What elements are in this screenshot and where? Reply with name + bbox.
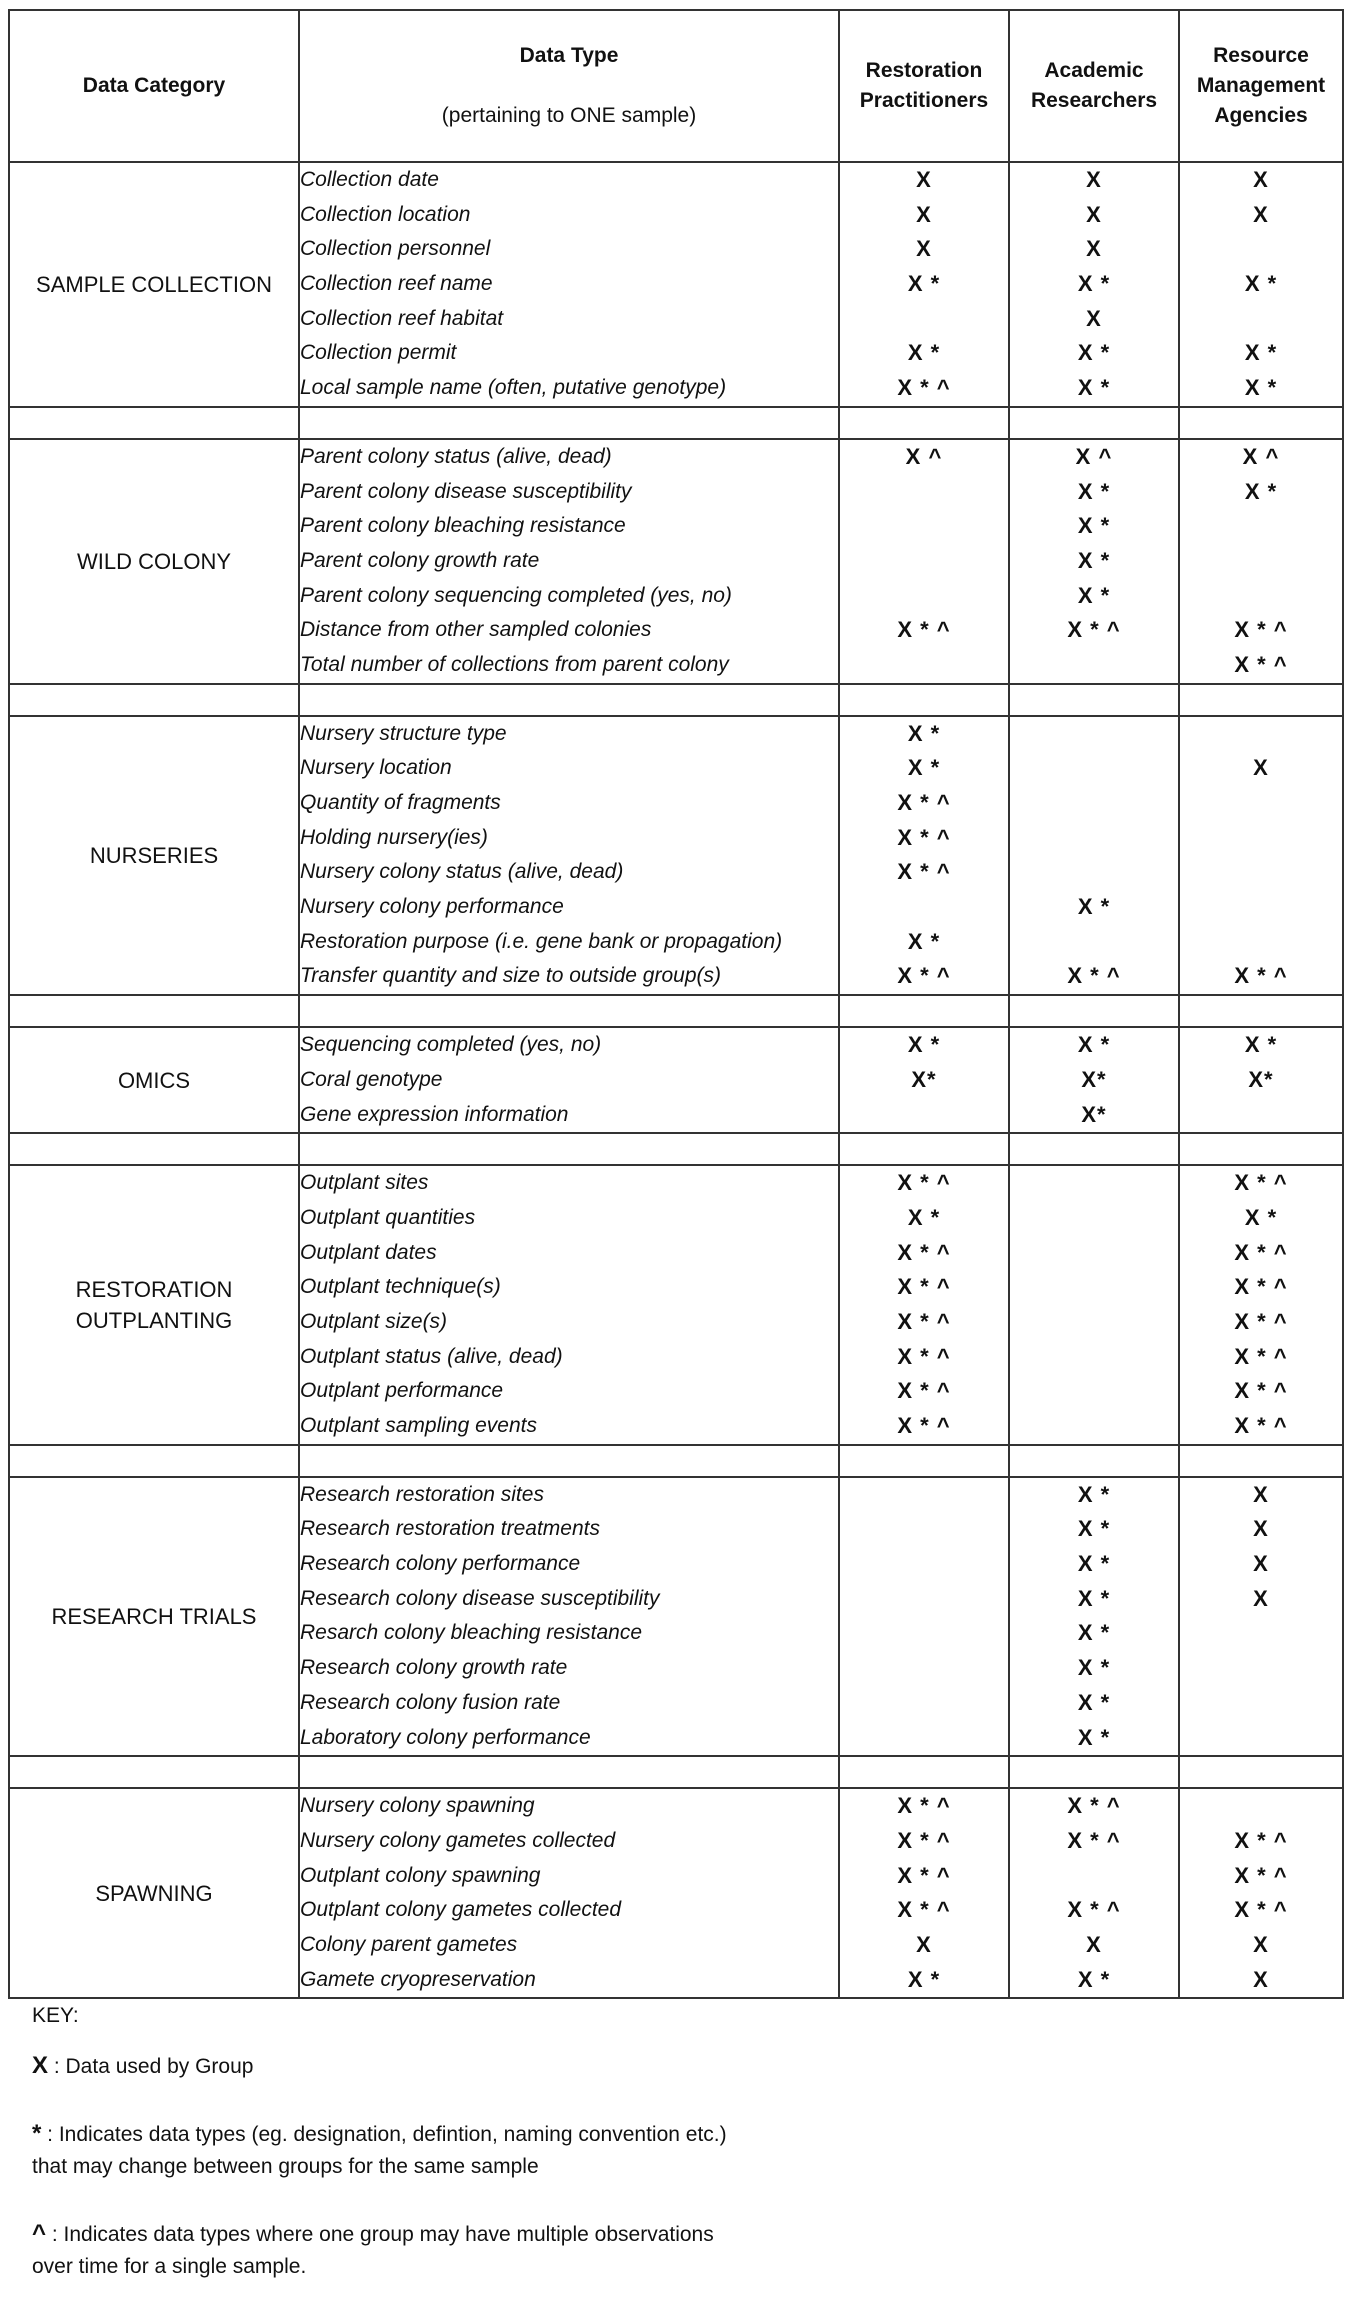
- usage-mark: X *: [907, 271, 941, 297]
- data-type-label: Outplant sites: [300, 1171, 429, 1195]
- spacer-cell: [1009, 1133, 1179, 1165]
- data-type-label: Outplant performance: [300, 1379, 504, 1403]
- data-type-label: Quantity of fragments: [300, 791, 501, 814]
- section-category: RESEARCH TRIALS: [9, 1477, 299, 1757]
- usage-mark: X: [1086, 201, 1102, 227]
- usage-mark: X *: [907, 928, 941, 954]
- usage-mark: X *: [1077, 1620, 1111, 1646]
- data-type-label: Research restoration treatments: [300, 1517, 600, 1541]
- usage-mark: X * ^: [1234, 1239, 1288, 1265]
- usage-mark: [1010, 1305, 1178, 1340]
- usage-mark: X * ^: [1234, 1343, 1288, 1369]
- key-symbol-caret: ^: [32, 2220, 47, 2247]
- usage-mark: [1010, 1201, 1178, 1236]
- usage-mark: [840, 1721, 1008, 1756]
- usage-mark: X: [1253, 755, 1269, 781]
- key-symbol-asterisk: *: [32, 2120, 42, 2147]
- data-type-label: Parent colony status (alive, dead): [300, 444, 612, 468]
- usage-mark: [1010, 1270, 1178, 1305]
- usage-mark: [1180, 1789, 1342, 1824]
- data-type-label: Parent colony growth rate: [300, 548, 540, 572]
- usage-mark: [840, 1582, 1008, 1617]
- usage-mark: X * ^: [1067, 617, 1121, 643]
- usage-mark: X * ^: [897, 824, 951, 850]
- usage-mark: X * ^: [1234, 1308, 1288, 1334]
- section-row: [9, 1027, 1343, 1133]
- data-type-label: Nursery location: [300, 756, 452, 780]
- data-sharing-table: [8, 9, 1344, 1999]
- spacer-cell: [1009, 1756, 1179, 1788]
- usage-mark: [840, 890, 1008, 925]
- usage-mark: X * ^: [897, 1239, 951, 1265]
- section-marks-resource-management-agencies: [1179, 439, 1343, 684]
- usage-mark: X * ^: [1234, 1274, 1288, 1300]
- spacer-cell: [839, 684, 1009, 716]
- data-type-label: Sequencing completed (yes, no): [300, 1033, 602, 1057]
- usage-mark: X * ^: [897, 617, 951, 643]
- data-type-label: Parent colony bleaching resistance: [300, 514, 626, 538]
- header-data-type: [299, 10, 839, 162]
- usage-mark: [840, 648, 1008, 683]
- usage-mark: X: [916, 167, 932, 192]
- data-type-label: Outplant colony spawning: [300, 1863, 541, 1887]
- spacer-cell: [1179, 1133, 1343, 1165]
- usage-mark: X *: [1077, 1689, 1111, 1715]
- usage-mark: X *: [907, 1032, 941, 1058]
- data-type-label: Research colony performance: [300, 1552, 581, 1576]
- spacer-cell: [299, 995, 839, 1027]
- spacer-cell: [1009, 1445, 1179, 1477]
- spacer-cell: [299, 1445, 839, 1477]
- section-spacer-row: [9, 1133, 1343, 1165]
- section-spacer-row: [9, 1756, 1343, 1788]
- usage-mark: [1010, 648, 1178, 683]
- usage-mark: X *: [907, 1204, 941, 1230]
- spacer-cell: [299, 1133, 839, 1165]
- usage-mark: [1180, 925, 1342, 960]
- usage-mark: X * ^: [1234, 1862, 1288, 1888]
- usage-mark: X: [1253, 1966, 1269, 1992]
- usage-mark: X * ^: [1234, 651, 1288, 677]
- usage-mark: X: [916, 236, 932, 262]
- usage-mark: X*: [1248, 1066, 1274, 1092]
- usage-mark: X * ^: [1067, 1793, 1121, 1819]
- data-type-label: Nursery colony spawning: [300, 1794, 535, 1818]
- usage-mark: X * ^: [897, 1897, 951, 1923]
- section-marks-academic-researchers: [1009, 162, 1179, 407]
- data-type-label: Outplant size(s): [300, 1309, 448, 1333]
- spacer-cell: [839, 1756, 1009, 1788]
- data-type-label: Research restoration sites: [300, 1482, 544, 1506]
- usage-mark: [840, 509, 1008, 544]
- section-row: [9, 439, 1343, 684]
- usage-mark: X *: [1077, 271, 1111, 297]
- usage-mark: X *: [1077, 375, 1111, 401]
- usage-mark: X: [1253, 1585, 1269, 1611]
- header-row: [9, 10, 1343, 162]
- section-marks-academic-researchers: [1009, 1027, 1179, 1133]
- section-marks-academic-researchers: [1009, 1477, 1179, 1757]
- usage-mark: [1180, 1098, 1342, 1133]
- usage-mark: X *: [1077, 513, 1111, 539]
- usage-mark: X *: [907, 1966, 941, 1992]
- usage-mark: [840, 1098, 1008, 1133]
- key-text-asterisk: : Indicates data types (eg. designation, defintion, naming convention etc.) that may change between groups for the same sample: [32, 2123, 727, 2178]
- usage-mark: [1180, 579, 1342, 614]
- usage-mark: X *: [907, 340, 941, 366]
- section-marks-restoration-practitioners: [839, 1788, 1009, 1998]
- section-data-types: [299, 716, 839, 996]
- data-type-label: Gamete cryopreservation: [300, 1967, 536, 1991]
- key-title: KEY:: [32, 2004, 79, 2027]
- section-row: [9, 1788, 1343, 1998]
- usage-mark: X *: [1244, 340, 1278, 366]
- data-type-label: Nursery colony gametes collected: [300, 1828, 616, 1852]
- usage-mark: [1010, 925, 1178, 960]
- data-type-label: Gene expression information: [300, 1102, 569, 1126]
- spacer-cell: [1179, 684, 1343, 716]
- section-data-types: [299, 162, 839, 407]
- section-spacer-row: [9, 995, 1343, 1027]
- spacer-cell: [9, 1445, 299, 1477]
- spacer-cell: [9, 1756, 299, 1788]
- usage-mark: X: [1253, 1931, 1269, 1957]
- data-type-label: Colony parent gametes: [300, 1932, 518, 1956]
- spacer-cell: [839, 995, 1009, 1027]
- data-type-label: Laboratory colony performance: [300, 1725, 591, 1749]
- usage-mark: X * ^: [897, 1308, 951, 1334]
- usage-mark: [1010, 821, 1178, 856]
- data-type-label: Distance from other sampled colonies: [300, 618, 652, 642]
- usage-mark: [1010, 1409, 1178, 1444]
- usage-mark: [840, 1512, 1008, 1547]
- spacer-cell: [9, 995, 299, 1027]
- section-category: SAMPLE COLLECTION: [9, 162, 299, 407]
- section-marks-resource-management-agencies: [1179, 1477, 1343, 1757]
- data-type-label: Research colony growth rate: [300, 1656, 568, 1680]
- data-type-label: Outplant dates: [300, 1240, 437, 1264]
- key-symbol-x: X: [32, 2052, 49, 2079]
- usage-mark: [1010, 751, 1178, 786]
- usage-mark: X * ^: [897, 1378, 951, 1404]
- usage-mark: [1010, 717, 1178, 752]
- usage-mark: X * ^: [1234, 1413, 1288, 1438]
- section-marks-academic-researchers: [1009, 716, 1179, 996]
- usage-mark: X: [1086, 236, 1102, 262]
- usage-mark: X *: [1244, 1032, 1278, 1058]
- header-data-type-title: Data Type: [519, 44, 619, 67]
- data-type-label: Local sample name (often, putative genotype): [300, 376, 727, 400]
- usage-mark: X: [1253, 1516, 1269, 1542]
- section-data-types: [299, 439, 839, 684]
- usage-mark: X * ^: [1234, 617, 1288, 643]
- header-resource-management-agencies: Resource Management Agencies: [1179, 10, 1343, 162]
- usage-mark: X *: [1077, 478, 1111, 504]
- data-type-label: Research colony disease susceptibility: [300, 1586, 660, 1610]
- usage-mark: X * ^: [1234, 1827, 1288, 1853]
- data-type-label: Nursery colony performance: [300, 895, 564, 919]
- spacer-cell: [1179, 1445, 1343, 1477]
- spacer-cell: [1179, 407, 1343, 439]
- usage-mark: X * ^: [897, 1274, 951, 1300]
- header-restoration-practitioners: Restoration Practitioners: [839, 10, 1009, 162]
- usage-mark: X * ^: [897, 859, 951, 885]
- data-type-label: Nursery structure type: [300, 721, 507, 745]
- usage-mark: X ^: [1075, 443, 1113, 469]
- section-spacer-row: [9, 684, 1343, 716]
- data-type-label: Coral genotype: [300, 1067, 443, 1091]
- usage-mark: [1180, 855, 1342, 890]
- data-type-label: Parent colony disease susceptibility: [300, 479, 632, 503]
- data-type-label: Outplant technique(s): [300, 1275, 501, 1299]
- header-academic-researchers: Academic Researchers: [1009, 10, 1179, 162]
- section-category: WILD COLONY: [9, 439, 299, 684]
- usage-mark: X *: [1077, 582, 1111, 608]
- usage-mark: X * ^: [897, 1862, 951, 1888]
- usage-mark: X * ^: [897, 790, 951, 815]
- usage-mark: [1180, 1616, 1342, 1651]
- data-type-label: Restoration purpose (i.e. gene bank or propagation): [300, 929, 783, 953]
- data-sharing-table-sheet: [8, 9, 1342, 1999]
- usage-mark: X ^: [905, 443, 943, 469]
- usage-mark: [1010, 1340, 1178, 1375]
- section-category: SPAWNING: [9, 1788, 299, 1998]
- section-data-types: [299, 1788, 839, 1998]
- data-type-label: Collection personnel: [300, 237, 491, 261]
- usage-mark: X * ^: [1067, 963, 1121, 989]
- spacer-cell: [839, 407, 1009, 439]
- spacer-cell: [9, 407, 299, 439]
- usage-mark: [1180, 232, 1342, 267]
- usage-mark: [840, 475, 1008, 510]
- header-data-category: Data Category: [9, 10, 299, 162]
- section-marks-restoration-practitioners: [839, 1027, 1009, 1133]
- section-row: [9, 1165, 1343, 1445]
- data-type-label: Collection permit: [300, 341, 457, 365]
- usage-mark: X *: [1077, 340, 1111, 366]
- usage-mark: X * ^: [897, 1170, 951, 1196]
- header-data-type-subtitle: (pertaining to ONE sample): [441, 104, 697, 127]
- section-marks-restoration-practitioners: [839, 1165, 1009, 1445]
- usage-mark: [1010, 1374, 1178, 1409]
- section-marks-restoration-practitioners: [839, 439, 1009, 684]
- usage-mark: X *: [1077, 1551, 1111, 1577]
- usage-mark: [840, 1686, 1008, 1721]
- data-type-label: Transfer quantity and size to outside group(s): [300, 964, 721, 988]
- usage-mark: [1180, 1686, 1342, 1721]
- data-type-label: Parent colony sequencing completed (yes, no): [300, 583, 732, 607]
- key-entry-caret: [32, 2218, 1032, 2283]
- section-row: [9, 716, 1343, 996]
- spacer-cell: [1179, 1756, 1343, 1788]
- usage-mark: X *: [1077, 1724, 1111, 1750]
- section-data-types: [299, 1477, 839, 1757]
- section-marks-restoration-practitioners: [839, 162, 1009, 407]
- section-marks-resource-management-agencies: [1179, 1027, 1343, 1133]
- section-marks-resource-management-agencies: [1179, 1165, 1343, 1445]
- usage-mark: [1180, 786, 1342, 821]
- usage-mark: [1180, 717, 1342, 752]
- usage-mark: X: [1086, 1931, 1102, 1957]
- data-type-label: Resarch colony bleaching resistance: [300, 1621, 643, 1645]
- spacer-cell: [1179, 995, 1343, 1027]
- usage-mark: X *: [1077, 1966, 1111, 1992]
- usage-mark: [840, 1547, 1008, 1582]
- usage-mark: X *: [1077, 894, 1111, 920]
- usage-mark: [840, 579, 1008, 614]
- section-marks-academic-researchers: [1009, 1165, 1179, 1445]
- usage-mark: [1180, 1721, 1342, 1756]
- usage-mark: X *: [1077, 1585, 1111, 1611]
- usage-mark: X *: [1077, 1481, 1111, 1507]
- usage-mark: X * ^: [897, 1343, 951, 1369]
- section-data-types: [299, 1027, 839, 1133]
- section-spacer-row: [9, 1445, 1343, 1477]
- section-category: OMICS: [9, 1027, 299, 1133]
- usage-mark: X * ^: [1234, 963, 1288, 989]
- section-marks-resource-management-agencies: [1179, 1788, 1343, 1998]
- usage-mark: X *: [907, 720, 941, 746]
- usage-mark: X * ^: [1234, 1897, 1288, 1923]
- data-type-label: Holding nursery(ies): [300, 825, 488, 849]
- usage-mark: X * ^: [1067, 1897, 1121, 1923]
- spacer-cell: [1009, 684, 1179, 716]
- usage-mark: X *: [1244, 478, 1278, 504]
- usage-mark: [840, 1478, 1008, 1513]
- usage-mark: [1010, 1236, 1178, 1271]
- usage-mark: X * ^: [897, 1793, 951, 1819]
- data-type-label: Outplant status (alive, dead): [300, 1344, 563, 1368]
- data-type-label: Collection date: [300, 168, 439, 191]
- table-body: [9, 162, 1343, 1998]
- usage-mark: X *: [1077, 1655, 1111, 1681]
- spacer-cell: [1009, 995, 1179, 1027]
- section-category: NURSERIES: [9, 716, 299, 996]
- usage-mark: X * ^: [897, 1413, 951, 1438]
- usage-mark: X: [1086, 167, 1102, 192]
- usage-mark: X *: [1244, 375, 1278, 401]
- usage-mark: [1180, 509, 1342, 544]
- usage-mark: [840, 302, 1008, 337]
- usage-mark: [840, 1651, 1008, 1686]
- usage-mark: X: [1253, 167, 1269, 192]
- data-type-label: Total number of collections from parent colony: [300, 652, 729, 676]
- usage-mark: [1180, 890, 1342, 925]
- usage-mark: X * ^: [897, 1827, 951, 1853]
- usage-mark: [1010, 1859, 1178, 1894]
- spacer-cell: [1009, 407, 1179, 439]
- section-marks-resource-management-agencies: [1179, 162, 1343, 407]
- usage-mark: X *: [1244, 1204, 1278, 1230]
- spacer-cell: [9, 1133, 299, 1165]
- usage-mark: X * ^: [1234, 1170, 1288, 1196]
- data-type-label: Collection reef habitat: [300, 306, 504, 330]
- data-type-label: Collection location: [300, 202, 471, 226]
- usage-mark: X*: [1081, 1101, 1107, 1127]
- usage-mark: X *: [907, 755, 941, 781]
- usage-mark: X * ^: [1067, 1827, 1121, 1853]
- usage-mark: X: [916, 1931, 932, 1957]
- usage-mark: [1010, 855, 1178, 890]
- usage-mark: X * ^: [897, 963, 951, 989]
- spacer-cell: [839, 1445, 1009, 1477]
- usage-mark: X: [1086, 305, 1102, 331]
- section-marks-resource-management-agencies: [1179, 716, 1343, 996]
- data-type-label: Outplant colony gametes collected: [300, 1898, 622, 1922]
- section-row: [9, 162, 1343, 407]
- usage-mark: [1010, 1166, 1178, 1201]
- usage-mark: X ^: [1242, 443, 1280, 469]
- usage-mark: [1180, 544, 1342, 579]
- section-row: [9, 1477, 1343, 1757]
- spacer-cell: [839, 1133, 1009, 1165]
- usage-mark: X *: [1244, 271, 1278, 297]
- usage-mark: [1180, 302, 1342, 337]
- key-entry-asterisk: [32, 2118, 1032, 2183]
- usage-mark: X * ^: [897, 375, 951, 401]
- key-text-caret: : Indicates data types where one group may have multiple observations over time for a single sample.: [32, 2223, 714, 2278]
- key-entry-x: [32, 2050, 1032, 2083]
- usage-mark: X*: [1081, 1066, 1107, 1092]
- section-spacer-row: [9, 407, 1343, 439]
- data-type-label: Outplant sampling events: [300, 1414, 537, 1437]
- usage-mark: X *: [1077, 1516, 1111, 1542]
- section-marks-restoration-practitioners: [839, 716, 1009, 996]
- section-marks-academic-researchers: [1009, 1788, 1179, 1998]
- usage-mark: X *: [1077, 547, 1111, 573]
- section-marks-academic-researchers: [1009, 439, 1179, 684]
- usage-mark: X: [916, 201, 932, 227]
- usage-mark: X: [1253, 1551, 1269, 1577]
- section-category: RESTORATION OUTPLANTING: [9, 1165, 299, 1445]
- usage-mark: X: [1253, 1481, 1269, 1507]
- key-text-x: : Data used by Group: [48, 2055, 254, 2078]
- spacer-cell: [299, 1756, 839, 1788]
- usage-mark: X: [1253, 201, 1269, 227]
- section-marks-restoration-practitioners: [839, 1477, 1009, 1757]
- data-type-label: Research colony fusion rate: [300, 1690, 561, 1714]
- data-type-label: Nursery colony status (alive, dead): [300, 860, 624, 884]
- usage-mark: X*: [911, 1066, 937, 1092]
- legend-key: [32, 2000, 1032, 2318]
- usage-mark: [840, 1616, 1008, 1651]
- data-type-label: Outplant quantities: [300, 1205, 476, 1229]
- usage-mark: [1180, 1651, 1342, 1686]
- spacer-cell: [299, 407, 839, 439]
- usage-mark: X *: [1077, 1032, 1111, 1058]
- data-type-label: Collection reef name: [300, 272, 493, 296]
- section-data-types: [299, 1165, 839, 1445]
- usage-mark: [1010, 786, 1178, 821]
- usage-mark: [1180, 821, 1342, 856]
- usage-mark: [840, 544, 1008, 579]
- spacer-cell: [299, 684, 839, 716]
- usage-mark: X * ^: [1234, 1378, 1288, 1404]
- spacer-cell: [9, 684, 299, 716]
